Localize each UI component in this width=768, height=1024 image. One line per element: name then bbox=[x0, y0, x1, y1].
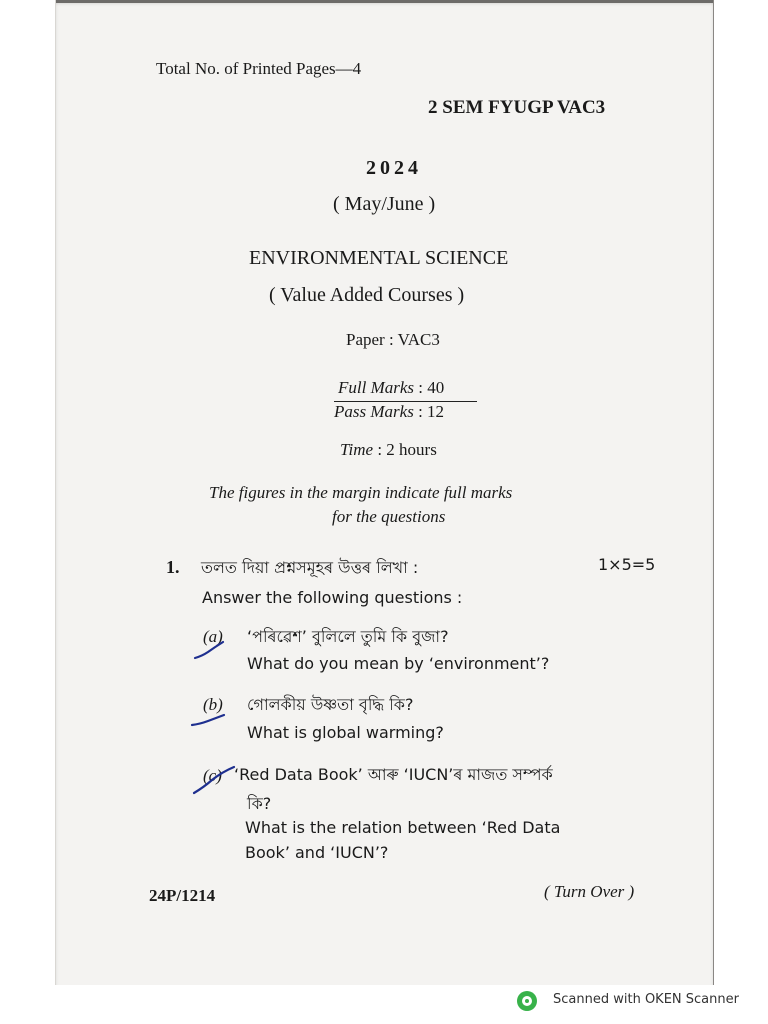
instruction-line-1: The figures in the margin indicate full marks bbox=[209, 483, 513, 502]
part-a-english: What do you mean by ‘environment’? bbox=[247, 654, 550, 673]
full-marks bbox=[338, 378, 444, 398]
pen-tick-mark-c-icon bbox=[190, 765, 236, 797]
part-c-assamese-line-1: ‘Red Data Book’ আৰু ‘IUCN’ৰ মাজত সম্পৰ্ক bbox=[234, 765, 553, 784]
question-number: 1. bbox=[166, 557, 180, 577]
part-c-assamese-line-2: কি? bbox=[247, 794, 272, 813]
pen-tick-mark-b-icon bbox=[190, 713, 226, 729]
question-marks: 1×5=5 bbox=[598, 555, 656, 574]
subject-title: ENVIRONMENTAL SCIENCE bbox=[249, 247, 509, 269]
question-heading-english: Answer the following questions : bbox=[202, 588, 463, 607]
printed-pages-count: Total No. of Printed Pages—4 bbox=[156, 59, 362, 78]
question-heading-assamese: তলত দিয়া প্ৰশ্নসমূহৰ উত্তৰ লিখা : bbox=[201, 558, 419, 577]
pass-marks-label: Pass Marks bbox=[334, 402, 414, 421]
full-marks-value: : 40 bbox=[418, 378, 445, 397]
exam-year: 2024 bbox=[366, 157, 422, 179]
part-b-label: (b) bbox=[203, 695, 223, 714]
pass-marks bbox=[334, 402, 444, 422]
part-b-english: What is global warming? bbox=[247, 723, 444, 742]
course-code: 2 SEM FYUGP VAC3 bbox=[428, 97, 606, 118]
part-a-assamese: ‘পৰিৱেশ’ বুলিলে তুমি কি বুজা? bbox=[247, 627, 449, 646]
oken-scanner-logo-icon bbox=[517, 991, 537, 1011]
turn-over-note: ( Turn Over ) bbox=[544, 882, 635, 901]
instruction-line-2: for the questions bbox=[332, 507, 446, 526]
course-type: ( Value Added Courses ) bbox=[269, 284, 465, 306]
full-marks-label: Full Marks bbox=[338, 378, 415, 397]
scanner-watermark: Scanned with OKEN Scanner bbox=[553, 992, 739, 1007]
part-c-label: (c) bbox=[203, 766, 222, 785]
paper-code: Paper : VAC3 bbox=[346, 330, 440, 349]
paper-serial-code: 24P/1214 bbox=[149, 886, 216, 905]
part-c-english-line-1: What is the relation between ‘Red Data bbox=[245, 818, 561, 837]
part-c-english-line-2: Book’ and ‘IUCN’? bbox=[245, 843, 389, 862]
part-a-label: (a) bbox=[203, 627, 223, 646]
exam-time bbox=[340, 440, 437, 460]
pass-marks-value: : 12 bbox=[418, 402, 445, 421]
exam-session: ( May/June ) bbox=[333, 193, 436, 215]
part-b-assamese: গোলকীয় উষ্ণতা বৃদ্ধি কি? bbox=[247, 695, 414, 714]
exam-page bbox=[55, 0, 714, 985]
time-value: : 2 hours bbox=[377, 440, 437, 459]
time-label: Time bbox=[340, 440, 374, 459]
pen-tick-mark-a-icon bbox=[192, 640, 226, 662]
